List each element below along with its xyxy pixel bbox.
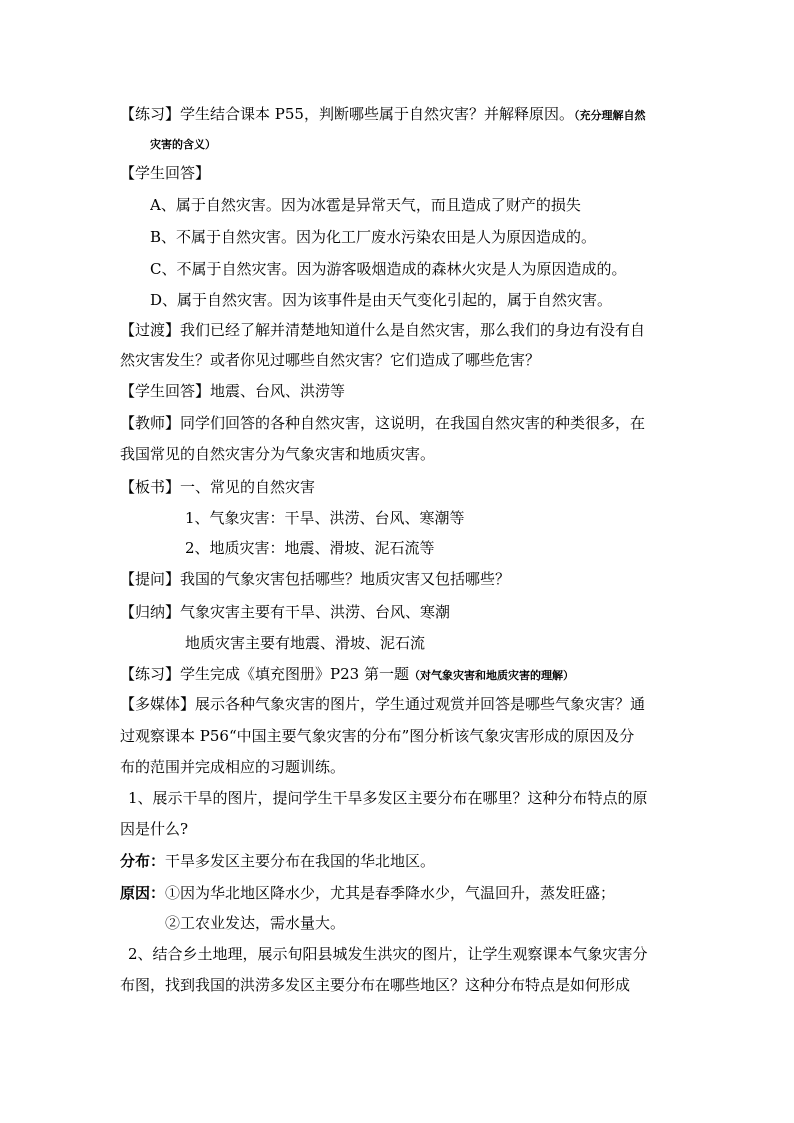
teaching-note: （对气象灾害和地质灾害的理解）	[408, 669, 574, 682]
text-line: 1、气象灾害：干旱、洪涝、台风、寒潮等	[185, 509, 465, 527]
text-line: 我国常见的自然灾害分为气象灾害和地质灾害。	[120, 445, 436, 463]
text-line: 【提问】我国的气象灾害包括哪些？地质灾害又包括哪些？	[120, 570, 511, 588]
text-line: 【板书】一、常见的自然灾害	[120, 478, 316, 496]
text-line	[150, 133, 710, 155]
section-label: 分布：	[120, 852, 166, 870]
text-line: 然灾害发生？或者你见过哪些自然灾害？它们造成了哪些危害？	[120, 351, 541, 369]
text-line: 布的范围并完成相应的习题训练。	[120, 758, 346, 776]
text-line: ②工农业发达，需水量大。	[165, 914, 346, 932]
teaching-note: （充分理解自然	[573, 109, 646, 122]
text-line: D、属于自然灾害。因为该事件是由天气变化引起的，属于自然灾害。	[150, 291, 613, 309]
section-label: 原因：	[120, 884, 166, 902]
text-line: 因是什么?	[120, 820, 189, 838]
text-line: C、不属于自然灾害。因为游客吸烟造成的森林火灾是人为原因造成的。	[150, 260, 627, 278]
text-line: 分布：干旱多发区主要分布在我国的华北地区。	[120, 852, 436, 870]
text-line: 地质灾害主要有地震、滑坡、泥石流	[185, 634, 426, 652]
text-line: 【归纳】气象灾害主要有干旱、洪涝、台风、寒潮	[120, 603, 451, 621]
text-line: 1、展示干旱的图片，提问学生干旱多发区主要分布在哪里？这种分布特点的原	[128, 789, 648, 807]
text-line: 过观察课本 P56“中国主要气象灾害的分布”图分析该气象灾害形成的原因及分	[120, 727, 635, 745]
text-line: 原因：①因为华北地区降水少，尤其是春季降水少，气温回升，蒸发旺盛；	[120, 884, 616, 902]
text-line: B、不属于自然灾害。因为化工厂废水污染农田是人为原因造成的。	[150, 228, 597, 246]
text-line: 布图，找到我国的洪涝多发区主要分布在哪些地区？这种分布特点是如何形成	[120, 976, 631, 994]
text-line: 2、地质灾害：地震、滑坡、泥石流等	[185, 539, 435, 557]
text-line: 【练习】学生结合课本 P55，判断哪些属于自然灾害？并解释原因。（充分理解自然	[120, 105, 646, 123]
text-line: 【多媒体】展示各种气象灾害的图片，学生通过观赏并回答是哪些气象灾害？通	[120, 695, 646, 713]
text-line: 【学生回答】地震、台风、洪涝等	[120, 382, 346, 400]
text-line: 【练习】学生完成《填充图册》P23 第一题（对气象灾害和地质灾害的理解）	[120, 665, 574, 683]
text-line: 2、结合乡土地理，展示旬阳县城发生洪灾的图片，让学生观察课本气象灾害分	[128, 945, 648, 963]
text-line: 【教师】同学们回答的各种自然灾害，这说明，在我国自然灾害的种类很多，在	[120, 414, 646, 432]
text-line: A、属于自然灾害。因为冰雹是异常天气，而且造成了财产的损失	[150, 196, 581, 214]
text-line: 【过渡】我们已经了解并清楚地知道什么是自然灾害，那么我们的身边有没有自	[120, 321, 646, 339]
text-line: 【学生回答】	[120, 164, 211, 182]
teaching-note: 灾害的含义）	[150, 138, 216, 151]
